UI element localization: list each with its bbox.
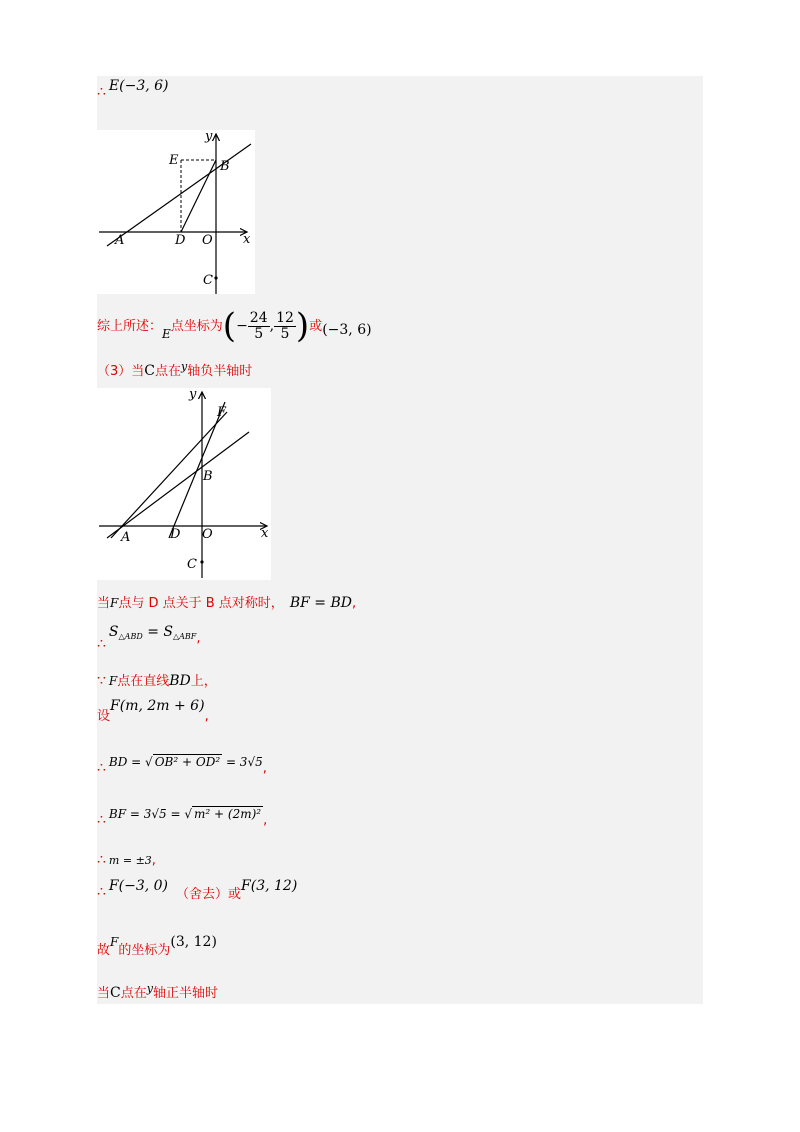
line-m-value: ∴ m = ±3,: [97, 852, 156, 868]
line-bf-length: ∴ BF = 3√5 = √ m² + (2m)² ,: [97, 807, 268, 828]
label-a: A: [115, 233, 125, 248]
label-f: F: [217, 405, 227, 420]
label-c: C: [187, 557, 197, 572]
solution-panel: [97, 76, 703, 1004]
line-df: [169, 402, 225, 538]
line-ab: [107, 432, 249, 538]
line-summary: 综上所述：E点坐标为(− $\frac{24}{5}$ , $\frac{12}{5}$ )或(−3, 6): [97, 306, 372, 346]
label-e: E: [169, 153, 179, 168]
figure-1: [97, 130, 255, 294]
label-y: y: [205, 130, 213, 144]
label-x: x: [243, 232, 251, 247]
point-c: [214, 276, 217, 279]
line-bd-length: ∴ BD = √ OB² + OD² = 3√5,: [97, 755, 267, 776]
figure-2: [97, 388, 271, 580]
therefore-symbol: ∴: [97, 84, 106, 100]
line-case-3: （3）当C点在$^y$轴负半轴时: [97, 360, 253, 379]
label-y: y: [189, 388, 197, 402]
figure-1-svg: [97, 130, 255, 294]
line-area: $\therefore S_{\triangle ABD} = S_{\triangle ABF}$,: [97, 624, 201, 652]
label-x: x: [261, 526, 269, 541]
label-a: A: [121, 530, 131, 545]
line-symmetric: 当F点与 D 点关于 B 点对称时， BF = BD,: [97, 595, 357, 611]
label-c: C: [203, 273, 213, 288]
label-b: B: [203, 469, 213, 484]
line-conclusion: 故F的坐标为(3, 12): [97, 934, 217, 958]
label-d: D: [170, 527, 181, 542]
line-case-positive: 当C点在$^y$轴正半轴时: [97, 982, 218, 1001]
line-db: [181, 160, 216, 232]
label-o: O: [202, 527, 213, 542]
figure-2-svg: [97, 388, 271, 580]
line-therefore-e: ∴ E(−3, 6): [97, 78, 169, 100]
label-d: D: [175, 233, 186, 248]
label-o: O: [202, 233, 213, 248]
line-f-coords: ∴ F(−3, 0)（舍去）或F(3, 12): [97, 878, 298, 902]
line-on-bd: ∵ F点在直线BD上，: [97, 673, 217, 689]
line-set-f: 设F(m, 2m + 6),: [97, 698, 209, 724]
label-b: B: [220, 159, 230, 174]
point-c: [200, 560, 203, 563]
